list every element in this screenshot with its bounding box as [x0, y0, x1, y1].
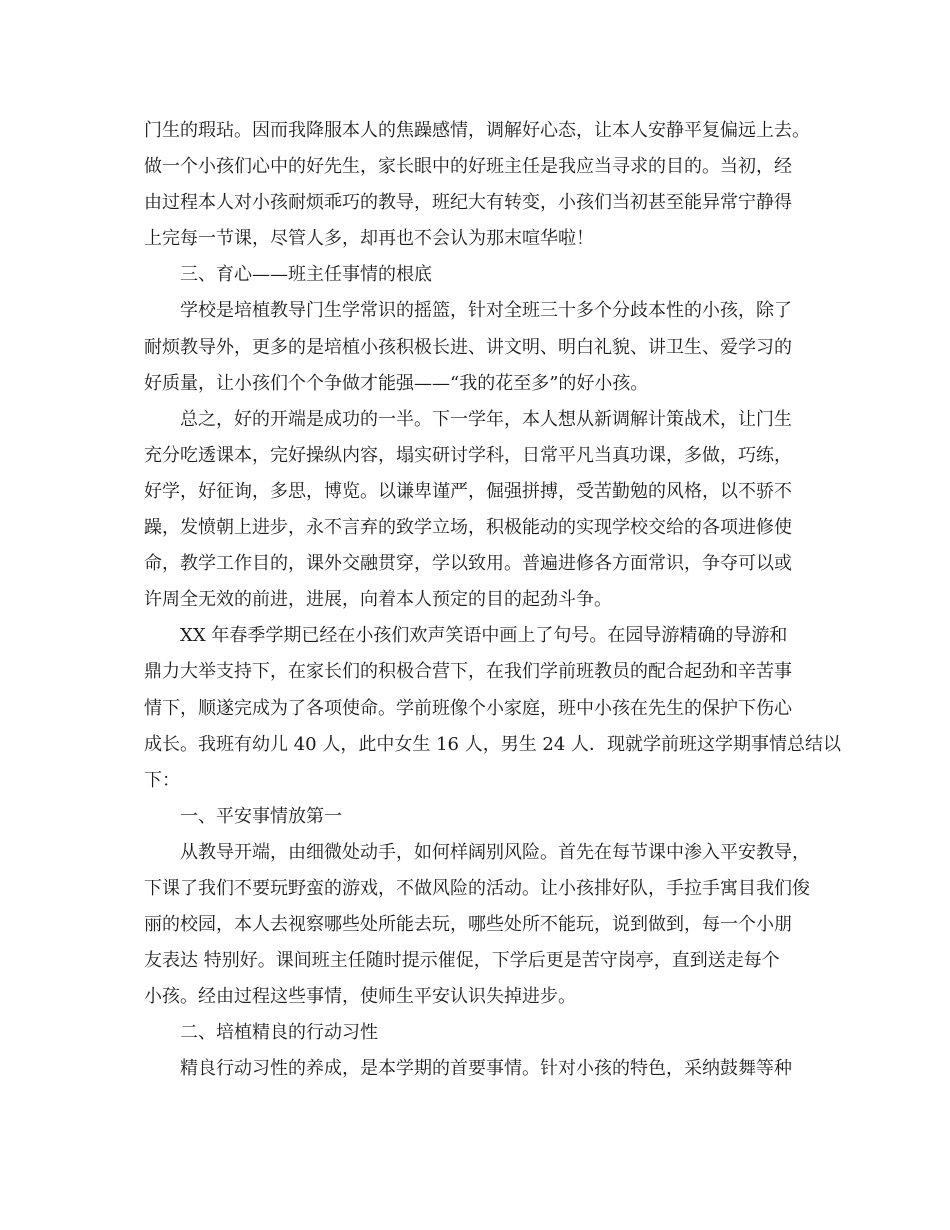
text-line: 成长。我班有幼儿 40 人，此中女生 16 人，男生 24 人．现就学前班这学期事情总结以	[144, 733, 842, 755]
text-line: 从教导开端，由细微处动手，如何样阔别风险。首先在每节课中渗入平安教导，	[180, 841, 810, 863]
text-line: 由过程本人对小孩耐烦乖巧的教导，班纪大有转变，小孩们当初甚至能异常宁静得	[144, 192, 792, 214]
text-line: 精良行动习性的养成，是本学期的首要事情。针对小孩的特色，采纳鼓舞等种	[180, 1058, 792, 1080]
text-line: 下：	[144, 769, 180, 791]
text-line: 许周全无效的前进，进展，向着本人预定的目的起劲斗争。	[144, 589, 612, 611]
text-line: XX 年春季学期已经在小孩们欢声笑语中画上了句号。在园导游精确的导游和	[180, 625, 788, 647]
text-line: 命，教学工作目的，课外交融贯穿，学以致用。普遍进修各方面常识，争夺可以或	[144, 553, 792, 575]
text-line: 丽的校园，本人去视察哪些处所能去玩，哪些处所不能玩，说到做到，每一个小朋	[144, 914, 792, 936]
text-line: 做一个小孩们心中的好先生，家长眼中的好班主任是我应当寻求的目的。当初，经	[144, 156, 792, 178]
text-line: 充分吃透课本，完好操纵内容，塌实研讨学科，日常平凡当真功课，多做，巧练，	[144, 444, 792, 466]
text-line: 总之，好的开端是成功的一半。下一学年，本人想从新调解计策战术，让门生	[180, 408, 792, 430]
text-line: 躁，发愤朝上进步，永不言弃的致学立场，积极能动的实现学校交给的各项进修使	[144, 517, 792, 539]
text-line: 友表达 特别好。课间班主任随时提示催促，下学后更是苦守岗亭，直到送走每个	[144, 950, 780, 972]
text-line: 小孩。经由过程这些事情，使师生平安认识失掉进步。	[144, 986, 576, 1008]
text-line: 好学，好征询，多思，博览。以谦卑谨严，倔强拼搏，受苦勤勉的风格，以不骄不	[144, 480, 792, 502]
text-line: 学校是培植教导门生学常识的摇篮，针对全班三十多个分歧本性的小孩，除了	[180, 300, 792, 322]
text-line: 一、平安事情放第一	[180, 805, 342, 827]
document-body	[144, 113, 842, 1088]
text-line: 情下，顺遂完成为了各项使命。学前班像个小家庭，班中小孩在先生的保护下伤心	[144, 697, 792, 719]
text-line: 耐烦教导外，更多的是培植小孩积极长进、讲文明、明白礼貌、讲卫生、爱学习的	[144, 336, 792, 358]
text-line: 好质量，让小孩们个个争做才能强——“我的花至多”的好小孩。	[144, 372, 649, 394]
text-line: 三、育心——班主任事情的根底	[180, 264, 432, 286]
text-line: 二、培植精良的行动习性	[180, 1022, 378, 1044]
text-line: 门生的瑕玷。因而我降服本人的焦躁感情，调解好心态，让本人安静平复偏远上去。	[144, 120, 810, 141]
text-line: 上完每一节课，尽管人多，却再也不会认为那末喧华啦！	[144, 228, 594, 250]
text-line: 下课了我们不要玩野蛮的游戏，不做风险的活动。让小孩排好队，手拉手寓目我们俊	[144, 877, 810, 899]
text-line: 鼎力大举支持下，在家长们的积极合营下，在我们学前班教员的配合起劲和辛苦事	[144, 661, 792, 683]
